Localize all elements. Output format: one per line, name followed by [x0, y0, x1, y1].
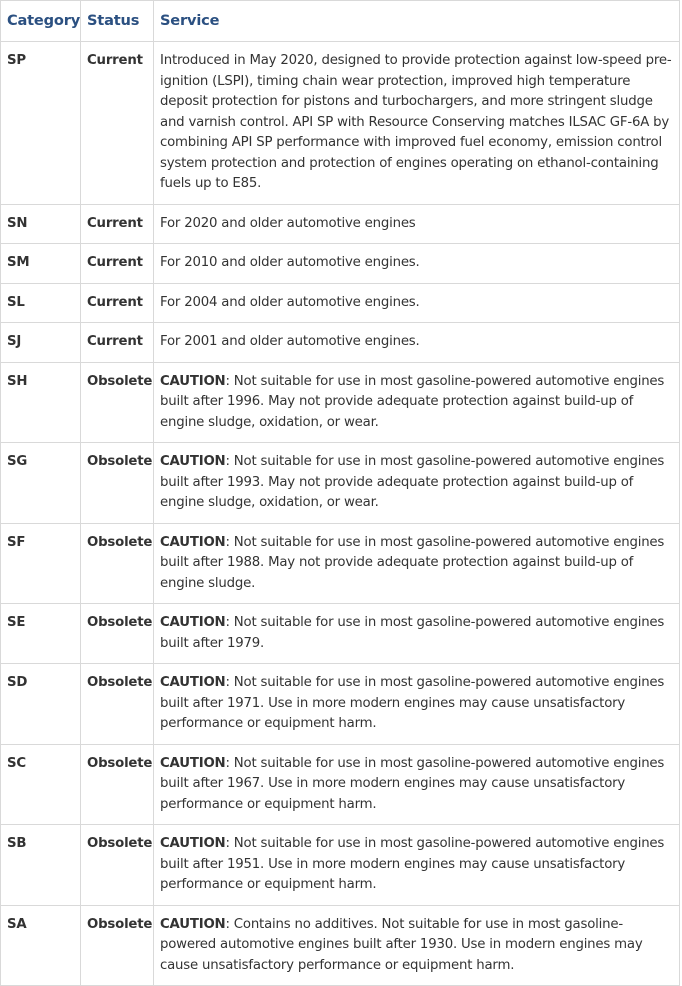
service-text: : Not suitable for use in most gasoline-powered automotive engines built after 1967. Use in more modern engines may cause unsatisfactory performance or equipment harm.: [160, 755, 665, 812]
service-text: For 2001 and older automotive engines.: [160, 334, 420, 349]
caution-label: CAUTION: [160, 454, 226, 469]
service-text: For 2004 and older automotive engines.: [160, 294, 420, 310]
category-cell: SJ: [1, 323, 81, 363]
service-text: For 2020 and older automotive engines: [160, 215, 416, 231]
category-cell: SL: [1, 283, 81, 323]
service-cell: [154, 204, 680, 244]
status-cell: Obsolete: [81, 744, 154, 825]
service-text: : Contains no additives. Not suitable for use in most gasoline-powered automotive engines built after 1930. Use in modern engines may cause unsatisfactory performance or equipment harm.: [160, 916, 643, 973]
table-row: [1, 825, 680, 906]
status-cell: Current: [81, 323, 154, 363]
service-cell: [154, 604, 680, 664]
table-row: [1, 204, 680, 244]
table-row: [1, 523, 680, 604]
header-status: Status: [81, 1, 154, 42]
service-cell: [154, 323, 680, 363]
table-row: [1, 244, 680, 284]
category-cell: SE: [1, 604, 81, 664]
category-cell: SB: [1, 825, 81, 906]
table-row: [1, 362, 680, 443]
category-cell: SN: [1, 204, 81, 244]
service-cell: [154, 664, 680, 745]
service-text: : Not suitable for use in most gasoline-powered automotive engines built after 1971. Use in more modern engines may cause unsatisfactory performance or equipment harm.: [160, 675, 665, 731]
status-cell: Current: [81, 244, 154, 284]
service-text: For 2010 and older automotive engines.: [160, 255, 420, 270]
service-cell: [154, 362, 680, 443]
status-cell: Obsolete: [81, 362, 154, 443]
table-row: [1, 323, 680, 363]
header-service: Service: [154, 1, 680, 42]
category-cell: SM: [1, 244, 81, 284]
service-cell: [154, 244, 680, 284]
service-text: Introduced in May 2020, designed to provide protection against low-speed pre-ignition (LSPI), timing chain wear protection, improved high temperature deposit protection for pistons and turbochargers, and more stringent sludge and varnish control. API SP with Resource Conserving matches ILSAC GF-6A by combining API SP performance with improved fuel economy, emission control system protection and protection of engines operating on ethanol-containing fuels up to E85.: [160, 53, 672, 191]
status-cell: Obsolete: [81, 905, 154, 986]
service-text: : Not suitable for use in most gasoline-powered automotive engines built after 1951. Use in more modern engines may cause unsatisfactory performance or equipment harm.: [160, 836, 665, 892]
status-cell: Obsolete: [81, 523, 154, 604]
table-row: [1, 443, 680, 524]
table-row: [1, 283, 680, 323]
service-text: : Not suitable for use in most gasoline-powered automotive engines built after 1988. May not provide adequate protection against build-up of engine sludge.: [160, 534, 665, 591]
service-cell: [154, 443, 680, 524]
service-cell: [154, 825, 680, 906]
category-cell: SF: [1, 523, 81, 604]
service-text: : Not suitable for use in most gasoline-powered automotive engines built after 1979.: [160, 615, 665, 651]
caution-label: CAUTION: [160, 675, 226, 690]
status-cell: Obsolete: [81, 443, 154, 524]
status-cell: Current: [81, 283, 154, 323]
table-row: [1, 744, 680, 825]
category-cell: SH: [1, 362, 81, 443]
category-cell: SC: [1, 744, 81, 825]
caution-label: CAUTION: [160, 836, 226, 851]
table-row: [1, 42, 680, 205]
header-category: Category: [1, 1, 81, 42]
service-cell: [154, 283, 680, 323]
service-text: : Not suitable for use in most gasoline-powered automotive engines built after 1996. May not provide adequate protection against build-up of engine sludge, oxidation, or wear.: [160, 373, 665, 430]
service-cell: [154, 42, 680, 205]
status-cell: Current: [81, 42, 154, 205]
service-cell: [154, 905, 680, 986]
caution-label: CAUTION: [160, 755, 226, 771]
status-cell: Obsolete: [81, 825, 154, 906]
status-cell: Obsolete: [81, 604, 154, 664]
table-row: [1, 905, 680, 986]
category-cell: SG: [1, 443, 81, 524]
service-cell: [154, 523, 680, 604]
header-row: [1, 1, 680, 42]
status-cell: Obsolete: [81, 664, 154, 745]
category-cell: SA: [1, 905, 81, 986]
caution-label: CAUTION: [160, 534, 226, 550]
caution-label: CAUTION: [160, 615, 226, 630]
caution-label: CAUTION: [160, 373, 226, 389]
table-row: [1, 604, 680, 664]
service-cell: [154, 744, 680, 825]
status-cell: Current: [81, 204, 154, 244]
service-text: : Not suitable for use in most gasoline-powered automotive engines built after 1993. May not provide adequate protection against build-up of engine sludge, oxidation, or wear.: [160, 454, 665, 510]
table-row: [1, 664, 680, 745]
caution-label: CAUTION: [160, 916, 226, 932]
category-cell: SP: [1, 42, 81, 205]
category-cell: SD: [1, 664, 81, 745]
